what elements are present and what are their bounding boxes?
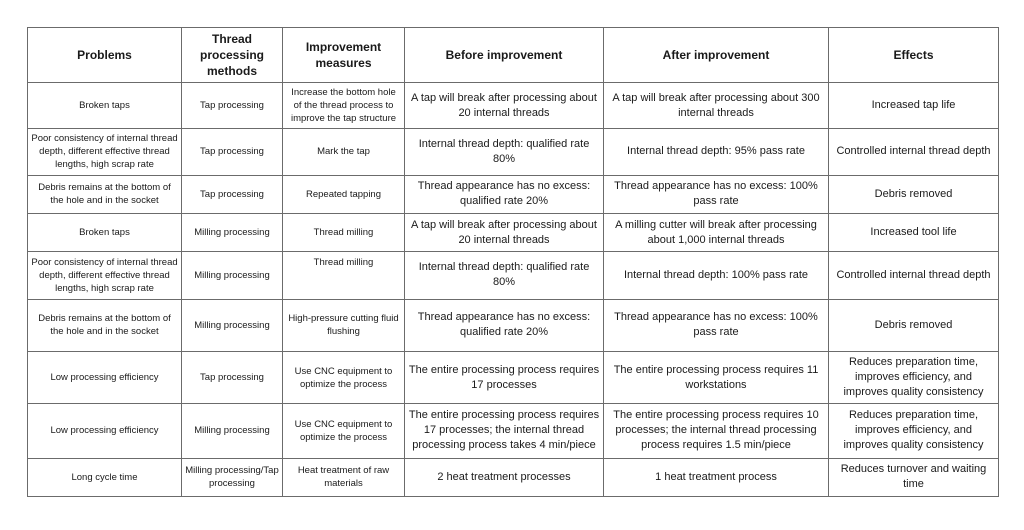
table-row — [28, 458, 999, 496]
table-row — [28, 129, 999, 175]
table-row — [28, 252, 999, 299]
cell-problem: Low processing efficiency — [28, 351, 182, 403]
table-row — [28, 213, 999, 251]
table-row — [28, 175, 999, 213]
table-row — [28, 404, 999, 458]
cell-after: Internal thread depth: 100% pass rate — [604, 252, 829, 299]
header-after: After improvement — [604, 28, 829, 83]
cell-after: A milling cutter will break after processing about 1,000 internal threads — [604, 213, 829, 251]
cell-before: Internal thread depth: qualified rate 80% — [405, 252, 604, 299]
cell-effect: Reduces turnover and waiting time — [829, 458, 999, 496]
table-row — [28, 351, 999, 403]
cell-measure: Increase the bottom hole of the thread process to improve the tap structure — [283, 83, 405, 129]
cell-effect: Debris removed — [829, 175, 999, 213]
cell-after: The entire processing process requires 11 workstations — [604, 351, 829, 403]
cell-method: Milling processing — [182, 404, 283, 458]
cell-after: Thread appearance has no excess: 100% pass rate — [604, 299, 829, 351]
cell-after: Internal thread depth: 95% pass rate — [604, 129, 829, 175]
cell-method: Tap processing — [182, 83, 283, 129]
cell-before: Thread appearance has no excess: qualified rate 20% — [405, 175, 604, 213]
cell-effect: Controlled internal thread depth — [829, 129, 999, 175]
table-row — [28, 299, 999, 351]
header-problems: Problems — [28, 28, 182, 83]
cell-problem: Broken taps — [28, 83, 182, 129]
cell-method: Milling processing — [182, 252, 283, 299]
cell-problem: Debris remains at the bottom of the hole and in the socket — [28, 299, 182, 351]
cell-after: The entire processing process requires 10 processes; the internal thread processing process requires 1.5 min/piece — [604, 404, 829, 458]
cell-before: The entire processing process requires 17 processes; the internal thread processing process takes 4 min/piece — [405, 404, 604, 458]
cell-problem: Broken taps — [28, 213, 182, 251]
cell-before: Thread appearance has no excess: qualified rate 20% — [405, 299, 604, 351]
cell-problem: Low processing efficiency — [28, 404, 182, 458]
cell-before: Internal thread depth: qualified rate 80% — [405, 129, 604, 175]
cell-measure: Mark the tap — [283, 129, 405, 175]
cell-measure: Use CNC equipment to optimize the process — [283, 351, 405, 403]
cell-method: Milling processing/Tap processing — [182, 458, 283, 496]
cell-effect: Increased tool life — [829, 213, 999, 251]
cell-before: 2 heat treatment processes — [405, 458, 604, 496]
cell-effect: Increased tap life — [829, 83, 999, 129]
cell-measure: Thread milling — [283, 252, 405, 299]
header-before: Before improvement — [405, 28, 604, 83]
cell-problem: Long cycle time — [28, 458, 182, 496]
header-measures: Improvement measures — [283, 28, 405, 83]
cell-before: A tap will break after processing about 20 internal threads — [405, 213, 604, 251]
cell-problem: Debris remains at the bottom of the hole and in the socket — [28, 175, 182, 213]
cell-measure: Use CNC equipment to optimize the process — [283, 404, 405, 458]
cell-after: A tap will break after processing about 300 internal threads — [604, 83, 829, 129]
cell-effect: Controlled internal thread depth — [829, 252, 999, 299]
cell-after: Thread appearance has no excess: 100% pass rate — [604, 175, 829, 213]
improvement-table — [27, 27, 999, 497]
cell-measure: Heat treatment of raw materials — [283, 458, 405, 496]
cell-method: Tap processing — [182, 351, 283, 403]
cell-method: Tap processing — [182, 175, 283, 213]
cell-problem: Poor consistency of internal thread depth, different effective thread lengths, high scrap rate — [28, 252, 182, 299]
cell-before: A tap will break after processing about 20 internal threads — [405, 83, 604, 129]
cell-method: Milling processing — [182, 299, 283, 351]
cell-measure: Thread milling — [283, 213, 405, 251]
cell-effect: Reduces preparation time, improves efficiency, and improves quality consistency — [829, 351, 999, 403]
table-row — [28, 83, 999, 129]
header-row — [28, 28, 999, 83]
cell-measure: Repeated tapping — [283, 175, 405, 213]
cell-measure: High-pressure cutting fluid flushing — [283, 299, 405, 351]
cell-effect: Reduces preparation time, improves efficiency, and improves quality consistency — [829, 404, 999, 458]
cell-method: Milling processing — [182, 213, 283, 251]
cell-method: Tap processing — [182, 129, 283, 175]
header-effects: Effects — [829, 28, 999, 83]
cell-problem: Poor consistency of internal thread depth, different effective thread lengths, high scrap rate — [28, 129, 182, 175]
cell-effect: Debris removed — [829, 299, 999, 351]
header-methods: Thread processing methods — [182, 28, 283, 83]
cell-before: The entire processing process requires 17 processes — [405, 351, 604, 403]
cell-after: 1 heat treatment process — [604, 458, 829, 496]
